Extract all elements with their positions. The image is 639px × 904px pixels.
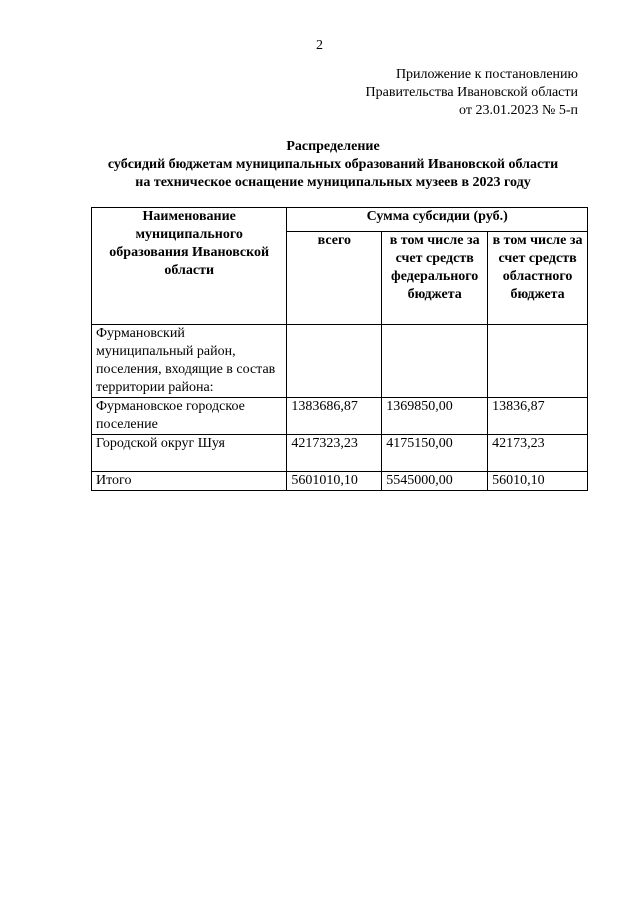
row-federal: 1369850,00	[382, 398, 488, 435]
row-name: Фурмановское городское поселение	[92, 398, 287, 435]
row-name: Итого	[92, 472, 287, 491]
header-federal: в том числе за счет средств федерального бюджета	[382, 232, 488, 325]
row-total	[287, 325, 382, 398]
row-regional: 56010,10	[488, 472, 588, 491]
document-title	[60, 138, 606, 192]
row-federal: 5545000,00	[382, 472, 488, 491]
row-regional: 13836,87	[488, 398, 588, 435]
row-federal	[382, 325, 488, 398]
table-row	[92, 435, 588, 472]
table-row-total	[92, 472, 588, 491]
header-sum-group: Сумма субсидии (руб.)	[287, 208, 588, 232]
appendix-line-2: Правительства Ивановской области	[365, 85, 578, 100]
row-total: 4217323,23	[287, 435, 382, 472]
table-row	[92, 325, 588, 398]
row-total: 5601010,10	[287, 472, 382, 491]
page-number: 2	[316, 38, 323, 53]
header-total: всего	[287, 232, 382, 325]
row-name: Городской округ Шуя	[92, 435, 287, 472]
appendix-line-3: от 23.01.2023 № 5-п	[459, 103, 578, 118]
title-line-3: на техническое оснащение муниципальных музеев в 2023 году	[135, 175, 531, 190]
title-line-2: субсидий бюджетам муниципальных образований Ивановской области	[107, 157, 559, 172]
appendix-line-1: Приложение к постановлению	[395, 67, 578, 82]
header-regional: в том числе за счет средств областного бюджета	[488, 232, 588, 325]
row-federal: 4175150,00	[382, 435, 488, 472]
row-name: Фурмановский муниципальный район, поселения, входящие в состав территории района:	[92, 325, 287, 398]
table-row	[92, 398, 588, 435]
row-total: 1383686,87	[287, 398, 382, 435]
title-line-1: Распределение	[286, 139, 380, 154]
subsidy-table	[91, 207, 588, 491]
row-regional: 42173,23	[488, 435, 588, 472]
header-name: Наименование муниципального образования Ивановской области	[92, 208, 287, 325]
appendix-block	[366, 66, 578, 120]
row-regional	[488, 325, 588, 398]
